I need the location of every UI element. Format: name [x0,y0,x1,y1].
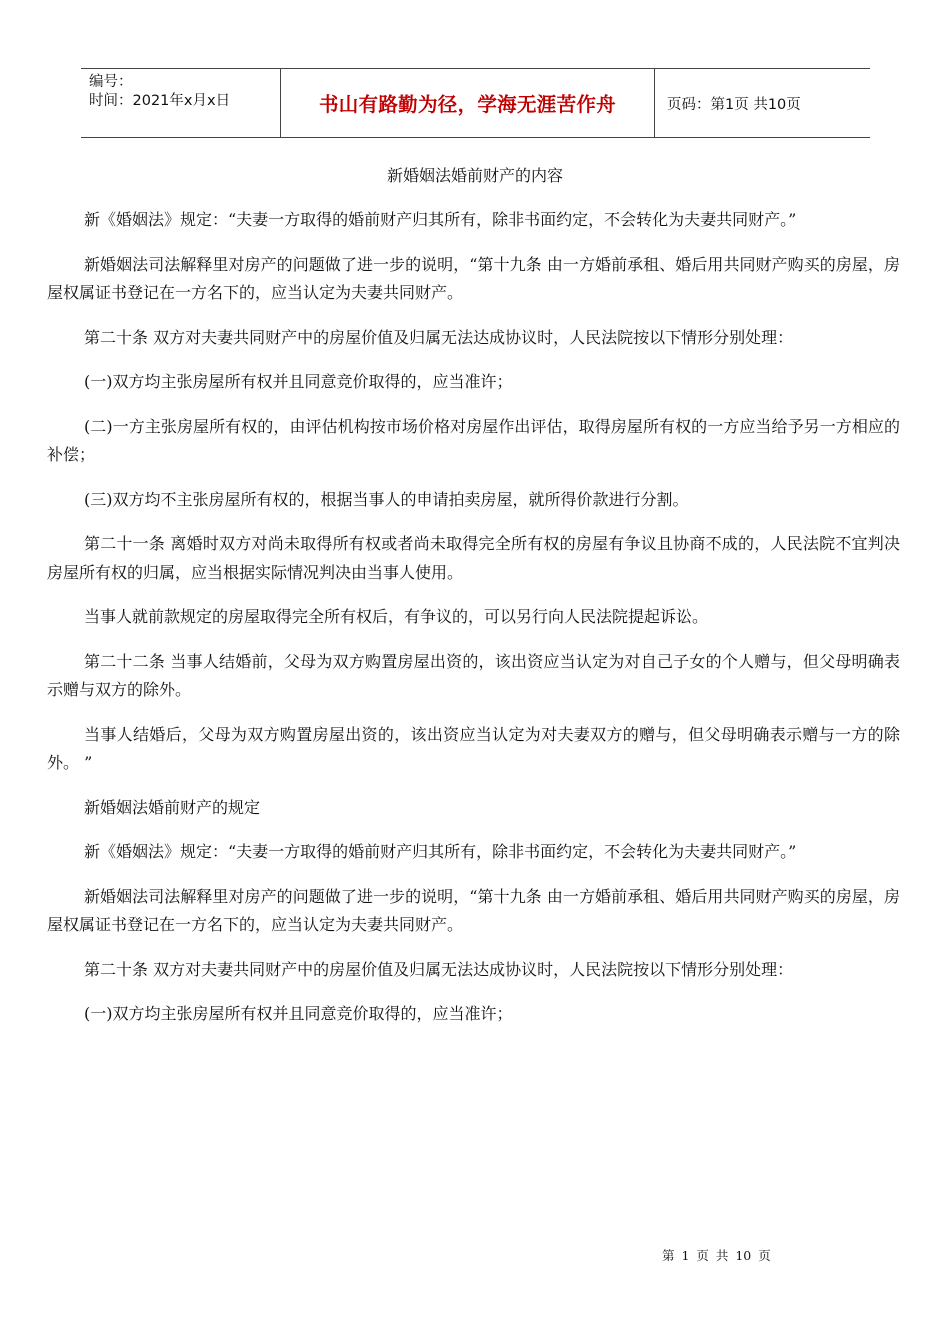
page-header [81,68,870,138]
date-label: 时间：2021年x月x日 [89,93,231,109]
paragraph: 第二十二条 当事人结婚前，父母为双方购置房屋出资的，该出资应当认定为对自己子女的个人赠与，但父母明确表示赠与双方的除外。 [47,651,900,699]
paragraph: 新《婚姻法》规定：“夫妻一方取得的婚前财产归其所有，除非书面约定，不会转化为夫妻共同财产。” [84,210,797,229]
paragraph: 新《婚姻法》规定：“夫妻一方取得的婚前财产归其所有，除非书面约定，不会转化为夫妻共同财产。” [84,842,797,861]
section-heading: 新婚姻法婚前财产的规定 [84,797,261,817]
paragraph: 第二十一条 离婚时双方对尚未取得所有权或者尚未取得完全所有权的房屋有争议且协商不成的，人民法院不宜判决房屋所有权的归属，应当根据实际情况判决由当事人使用。 [47,534,900,582]
paragraph: 第二十条 双方对夫妻共同财产中的房屋价值及归属无法达成协议时，人民法院按以下情形分别处理： [84,959,794,979]
document-body [47,206,900,1045]
paragraph: 新婚姻法司法解释里对房产的问题做了进一步的说明，“第十九条 由一方婚前承租、婚后用共同财产购买的房屋，房屋权属证书登记在一方名下的，应当认定为夫妻共同财产。 [47,886,900,934]
paragraph: 当事人结婚后，父母为双方购置房屋出资的，该出资应当认定为对夫妻双方的赠与，但父母明确表示赠与一方的除外。 ” [47,724,900,772]
paragraph: (三)双方均不主张房屋所有权的，根据当事人的申请拍卖房屋，就所得价款进行分割。 [84,489,689,509]
header-motto: 书山有路勤为径，学海无涯苦作舟 [281,69,655,137]
paragraph: 新婚姻法司法解释里对房产的问题做了进一步的说明，“第十九条 由一方婚前承租、婚后用共同财产购买的房屋，房屋权属证书登记在一方名下的，应当认定为夫妻共同财产。 [47,254,900,302]
serial-number-label: 编号： [89,74,133,90]
paragraph: (一)双方均主张房屋所有权并且同意竞价取得的，应当准许； [84,1004,513,1023]
paragraph: 当事人就前款规定的房屋取得完全所有权后，有争议的，可以另行向人民法院提起诉讼。 [84,607,709,626]
paragraph: (二)一方主张房屋所有权的，由评估机构按市场价格对房屋作出评估，取得房屋所有权的一方应当给予另一方相应的补偿； [47,416,900,464]
paragraph: (一)双方均主张房屋所有权并且同意竞价取得的，应当准许； [84,372,513,391]
paragraph: 第二十条 双方对夫妻共同财产中的房屋价值及归属无法达成协议时，人民法院按以下情形分别处理： [84,327,794,347]
header-meta [81,69,281,137]
page-footer: 第 1 页 共 10 页 [662,1248,771,1263]
document-title: 新婚姻法婚前财产的内容 [386,166,563,185]
header-page-info: 页码：第1页 共10页 [667,96,801,113]
